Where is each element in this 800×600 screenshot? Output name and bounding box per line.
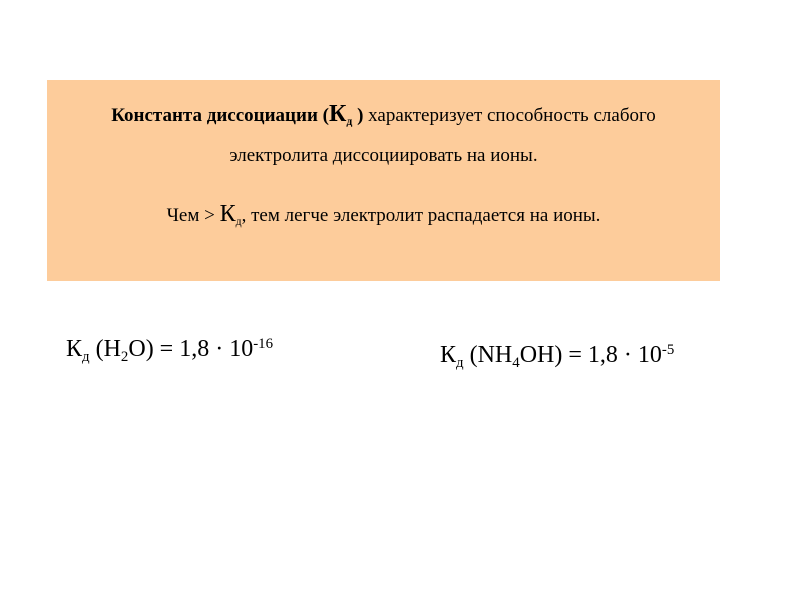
definition-box: [47, 80, 720, 281]
water-h-subscript: 2: [120, 349, 129, 366]
ammonium-n-subscript: 4: [512, 355, 520, 372]
water-exponent: -16: [253, 335, 274, 352]
ammonium-formula-open: (NH: [463, 342, 513, 368]
constant-subscript: д: [346, 115, 353, 129]
water-formula-value: O) = 1,8 · 10: [128, 336, 254, 362]
ammonium-constant-formula: [440, 341, 675, 372]
comparison-subscript: д: [235, 215, 242, 229]
definition-line-1: [47, 101, 720, 128]
ammonium-exponent: -5: [661, 341, 675, 358]
ammonium-formula-value: OH) = 1,8 · 10: [519, 342, 662, 368]
water-k-subscript: д: [82, 349, 90, 366]
comparison-line: [47, 201, 720, 228]
constant-symbol: К: [328, 101, 347, 127]
term-label: Константа диссоциации (: [111, 105, 329, 126]
comparison-text: , тем легче электролит распадается на ионы.: [241, 205, 601, 226]
water-constant-formula: [66, 335, 274, 366]
water-k: К: [66, 336, 83, 362]
definition-text: характеризует способность слабого: [363, 105, 656, 126]
term-close: ): [352, 105, 364, 126]
ammonium-k-subscript: д: [456, 355, 464, 372]
comparison-prefix: Чем >: [166, 205, 220, 226]
ammonium-k: К: [440, 342, 457, 368]
definition-line-2: электролита диссоциировать на ионы.: [229, 145, 538, 166]
water-formula-open: (H: [89, 336, 121, 362]
comparison-symbol: К: [219, 201, 236, 227]
